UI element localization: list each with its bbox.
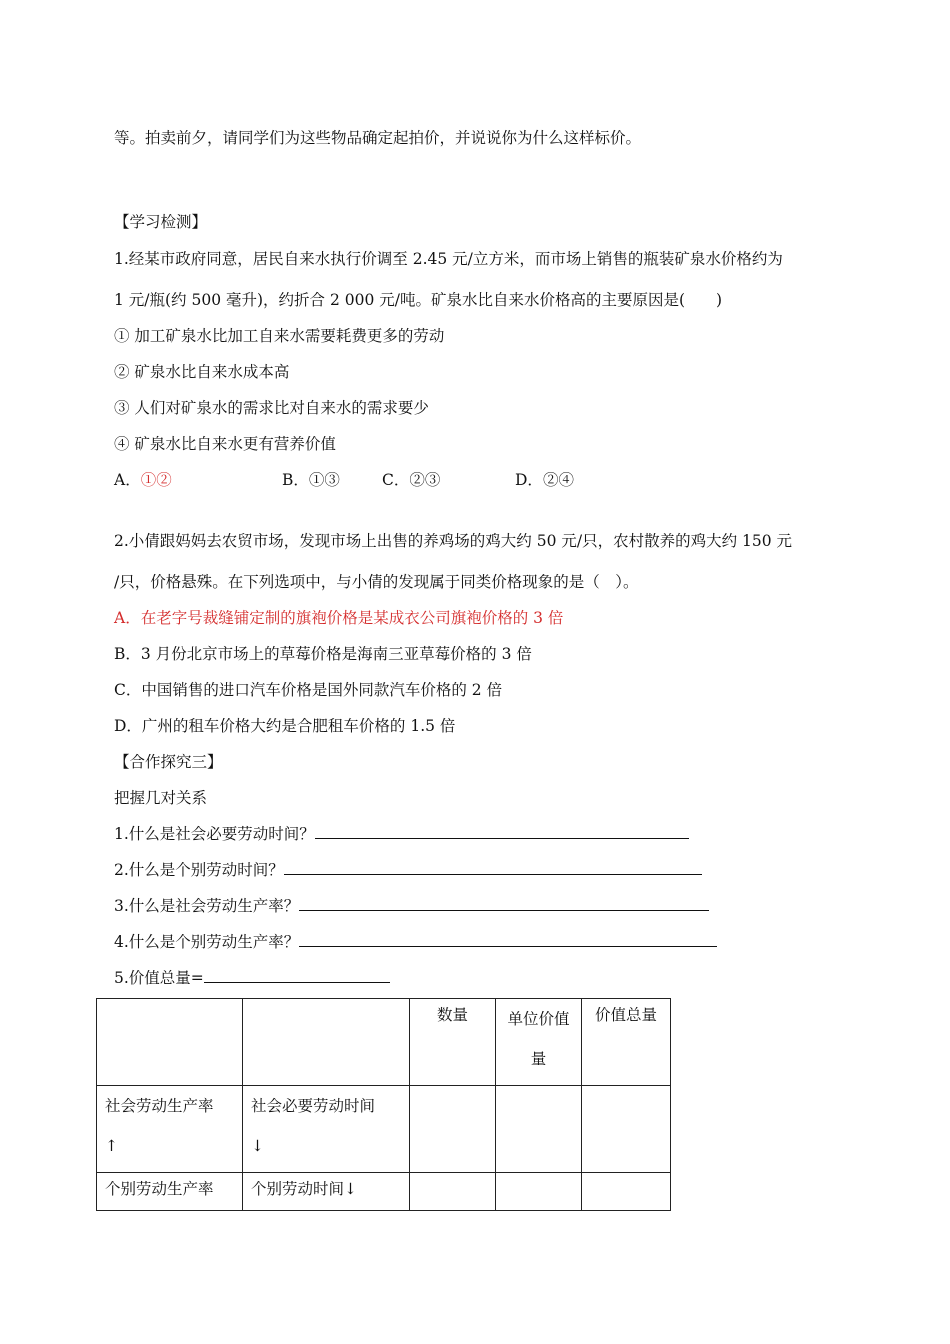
question-3 xyxy=(114,896,709,916)
question-text: 5.价值总量= xyxy=(114,969,204,987)
q2-option-b: B．3 月份北京市场上的草莓价格是海南三亚草莓价格的 3 倍 xyxy=(114,645,532,663)
subheading-relations: 把握几对关系 xyxy=(114,789,208,807)
q1-item-4: ④ 矿泉水比自来水更有营养价值 xyxy=(114,435,336,453)
question-5 xyxy=(114,968,390,988)
q1-option-a xyxy=(114,470,172,490)
table-row xyxy=(97,1086,671,1173)
table-row xyxy=(97,1173,671,1211)
option-label: C． xyxy=(382,471,410,489)
question-4 xyxy=(114,932,717,952)
answer-blank[interactable] xyxy=(315,824,689,839)
answer-blank[interactable] xyxy=(284,860,702,875)
header-unit-value-line2: 量 xyxy=(530,1050,547,1068)
q1-option-c xyxy=(382,470,440,490)
q1-item-1: ① 加工矿泉水比加工自来水需要耗费更多的劳动 xyxy=(114,327,445,345)
table-cell xyxy=(243,1086,410,1173)
individual-labor-time-label: 个别劳动时间↓ xyxy=(251,1180,357,1198)
option-value: ①③ xyxy=(308,471,340,489)
option-value: ②④ xyxy=(542,471,574,489)
social-productivity-label: 社会劳动生产率 xyxy=(105,1097,214,1115)
answer-blank[interactable] xyxy=(299,896,709,911)
table-cell[interactable] xyxy=(410,1086,496,1173)
q1-option-b xyxy=(282,470,340,490)
q1-item-3: ③ 人们对矿泉水的需求比对自来水的需求要少 xyxy=(114,399,429,417)
question-text: 3.什么是社会劳动生产率？ xyxy=(114,897,300,915)
header-unit-value-line1: 单位价值 xyxy=(507,1010,570,1028)
table-header-row xyxy=(97,999,671,1086)
q1-option-d xyxy=(515,470,574,490)
table-cell xyxy=(97,1173,243,1211)
question-text: 1.什么是社会必要劳动时间？ xyxy=(114,825,315,843)
table-cell[interactable] xyxy=(582,1173,671,1211)
table-cell xyxy=(243,1173,410,1211)
q1-stem-line2: 1 元/瓶(约 500 毫升)，约折合 2 000 元/吨。矿泉水比自来水价格高的主要原因是( ) xyxy=(114,291,723,309)
answer-blank[interactable] xyxy=(299,932,717,947)
q2-option-c: C．中国销售的进口汽车价格是国外同款汽车价格的 2 倍 xyxy=(114,681,503,699)
header-quantity: 数量 xyxy=(410,999,496,1086)
q2-stem-line1: 2.小倩跟妈妈去农贸市场，发现市场上出售的养鸡场的鸡大约 50 元/只，农村散养的鸡大约 150 元 xyxy=(114,532,793,550)
table-cell[interactable] xyxy=(496,1086,582,1173)
option-label: B． xyxy=(282,471,309,489)
individual-productivity-label: 个别劳动生产率 xyxy=(105,1180,214,1198)
q1-stem-line1: 1.经某市政府同意，居民自来水执行价调至 2.45 元/立方米，而市场上销售的瓶装矿泉水价格约为 xyxy=(114,250,783,268)
table-cell[interactable] xyxy=(582,1086,671,1173)
question-1 xyxy=(114,824,689,844)
section-heading-check: 【学习检测】 xyxy=(114,213,208,231)
intro-text: 等。拍卖前夕，请同学们为这些物品确定起拍价，并说说你为什么这样标价。 xyxy=(114,129,642,147)
q2-option-d: D．广州的租车价格大约是合肥租车价格的 1.5 倍 xyxy=(114,717,456,735)
social-labor-time-label: 社会必要劳动时间 xyxy=(251,1097,376,1115)
section-heading-coop: 【合作探究三】 xyxy=(114,753,223,771)
header-unit-value xyxy=(496,999,582,1086)
option-label: D． xyxy=(515,471,543,489)
table-cell xyxy=(97,999,243,1086)
table-cell[interactable] xyxy=(496,1173,582,1211)
question-2 xyxy=(114,860,702,880)
option-label: A． xyxy=(114,471,141,489)
q1-item-2: ② 矿泉水比自来水成本高 xyxy=(114,363,290,381)
arrow-up-icon: ↑ xyxy=(105,1137,118,1155)
option-value: ②③ xyxy=(409,471,441,489)
arrow-down-icon: ↓ xyxy=(251,1137,264,1155)
q2-stem-line2: /只，价格悬殊。在下列选项中，与小倩的发现属于同类价格现象的是（ ）。 xyxy=(114,573,639,591)
question-text: 2.什么是个别劳动时间？ xyxy=(114,861,284,879)
table-cell xyxy=(97,1086,243,1173)
option-answer: ①② xyxy=(140,471,172,489)
table-cell xyxy=(243,999,410,1086)
answer-blank[interactable] xyxy=(204,968,390,983)
header-total-value: 价值总量 xyxy=(582,999,671,1086)
relations-table xyxy=(96,998,671,1211)
question-text: 4.什么是个别劳动生产率？ xyxy=(114,933,300,951)
q2-option-a: A．在老字号裁缝铺定制的旗袍价格是某成衣公司旗袍价格的 3 倍 xyxy=(114,609,564,627)
table-cell[interactable] xyxy=(410,1173,496,1211)
